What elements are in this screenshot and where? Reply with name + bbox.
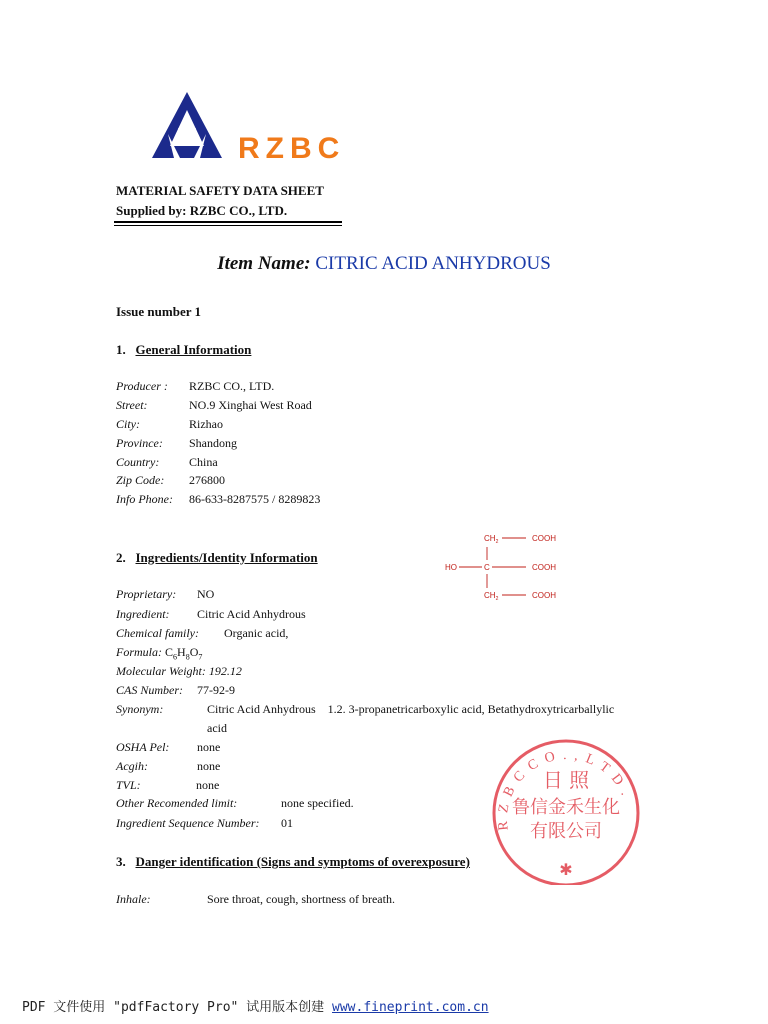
ingredient-label: Ingredient:: [116, 607, 170, 621]
ho-label: HO: [445, 563, 457, 572]
item-label: Item Name:: [217, 253, 311, 274]
synonym-value-cont: acid: [207, 721, 227, 735]
street-label: Street:: [116, 398, 148, 412]
producer-label: Producer :: [116, 379, 168, 393]
acgih-label: Acgih:: [116, 759, 148, 773]
osha-label: OSHA Pel:: [116, 740, 170, 754]
inhale-label: Inhale:: [116, 892, 151, 906]
ch2-bottom-label: $CH_2$: [484, 591, 499, 602]
section-title: General Information: [135, 342, 252, 357]
cooh-top-label: COOH: [532, 534, 556, 543]
section-number: 2.: [116, 550, 126, 565]
formula-value: $C_6H_8O_7$: [165, 645, 203, 662]
cas-value: 77-92-9: [197, 683, 235, 697]
tvl-value: none: [196, 778, 220, 792]
section-title: Danger identification (Signs and symptoms of overexposure): [135, 854, 470, 869]
limit-value: none specified.: [281, 796, 354, 810]
section-number: 1.: [116, 342, 126, 357]
pdf-footer: [22, 996, 489, 1015]
country-value: China: [189, 455, 218, 469]
seal-ring-text: R Z B C C O . , L T D .: [495, 748, 634, 832]
cooh-mid-label: COOH: [532, 563, 556, 572]
acgih-value: none: [197, 759, 221, 773]
cooh-bottom-label: COOH: [532, 591, 556, 600]
section-title: Ingredients/Identity Information: [135, 550, 318, 565]
logo-text: RZBC: [238, 132, 346, 165]
zip-value: 276800: [189, 473, 225, 487]
section-number: 3.: [116, 854, 126, 869]
sequence-value: 01: [281, 816, 293, 830]
footer-link[interactable]: www.fineprint.com.cn: [332, 1000, 489, 1015]
supplied-by: Supplied by: RZBC CO., LTD.: [116, 203, 288, 218]
header-rule: [114, 221, 342, 223]
tvl-label: TVL:: [116, 778, 141, 792]
proprietary-value: NO: [197, 587, 215, 601]
street-value: NO.9 Xinghai West Road: [189, 398, 312, 412]
company-seal: [486, 735, 646, 885]
phone-label: Info Phone:: [116, 492, 173, 506]
city-value: Rizhao: [189, 417, 223, 431]
issue-number: Issue number 1: [116, 304, 202, 319]
city-label: City:: [116, 417, 140, 431]
molecular-weight: Molecular Weight: 192.12: [116, 664, 242, 678]
seal-line-2: 鲁信金禾生化: [512, 797, 620, 818]
citric-acid-structure: [442, 530, 572, 605]
province-label: Province:: [116, 436, 163, 450]
family-value: Organic acid,: [224, 626, 289, 640]
section-3-heading: [116, 854, 470, 870]
family-label: Chemical family:: [116, 626, 199, 640]
producer-value: RZBC CO., LTD.: [189, 379, 275, 393]
seal-line-1: 日 照: [542, 768, 590, 792]
formula-label: Formula:: [116, 645, 162, 659]
sheet-title: MATERIAL SAFETY DATA SHEET: [116, 183, 324, 198]
formula-row: [116, 645, 202, 661]
section-1-heading: [116, 342, 251, 358]
synonym-label: Synonym:: [116, 702, 164, 716]
item-value: CITRIC ACID ANHYDROUS: [315, 253, 551, 274]
phone-value: 86-633-8287575 / 8289823: [189, 492, 321, 506]
proprietary-label: Proprietary:: [116, 587, 177, 601]
seal-star-icon: ✱: [559, 862, 573, 879]
osha-value: none: [197, 740, 221, 754]
header-rule-thin: [114, 225, 342, 226]
cas-label: CAS Number:: [116, 683, 183, 697]
ch2-top-label: $CH_2$: [484, 534, 499, 545]
item-name: [0, 253, 768, 275]
section-2-heading: [116, 550, 318, 566]
country-label: Country:: [116, 455, 160, 469]
synonym-value: Citric Acid Anhydrous 1.2. 3-propanetricarboxylic acid, Betathydroxytricarballylic: [207, 702, 615, 716]
limit-label: Other Recomended limit:: [116, 796, 238, 810]
ingredient-value: Citric Acid Anhydrous: [197, 607, 306, 621]
province-value: Shandong: [189, 436, 237, 450]
zip-label: Zip Code:: [116, 473, 165, 487]
footer-text: PDF 文件使用 "pdfFactory Pro" 试用版本创建: [22, 1000, 333, 1015]
center-carbon-label: C: [484, 563, 490, 572]
seal-line-3: 有限公司: [530, 821, 602, 842]
sequence-label: Ingredient Sequence Number:: [116, 816, 260, 830]
inhale-value: Sore throat, cough, shortness of breath.: [207, 892, 395, 906]
